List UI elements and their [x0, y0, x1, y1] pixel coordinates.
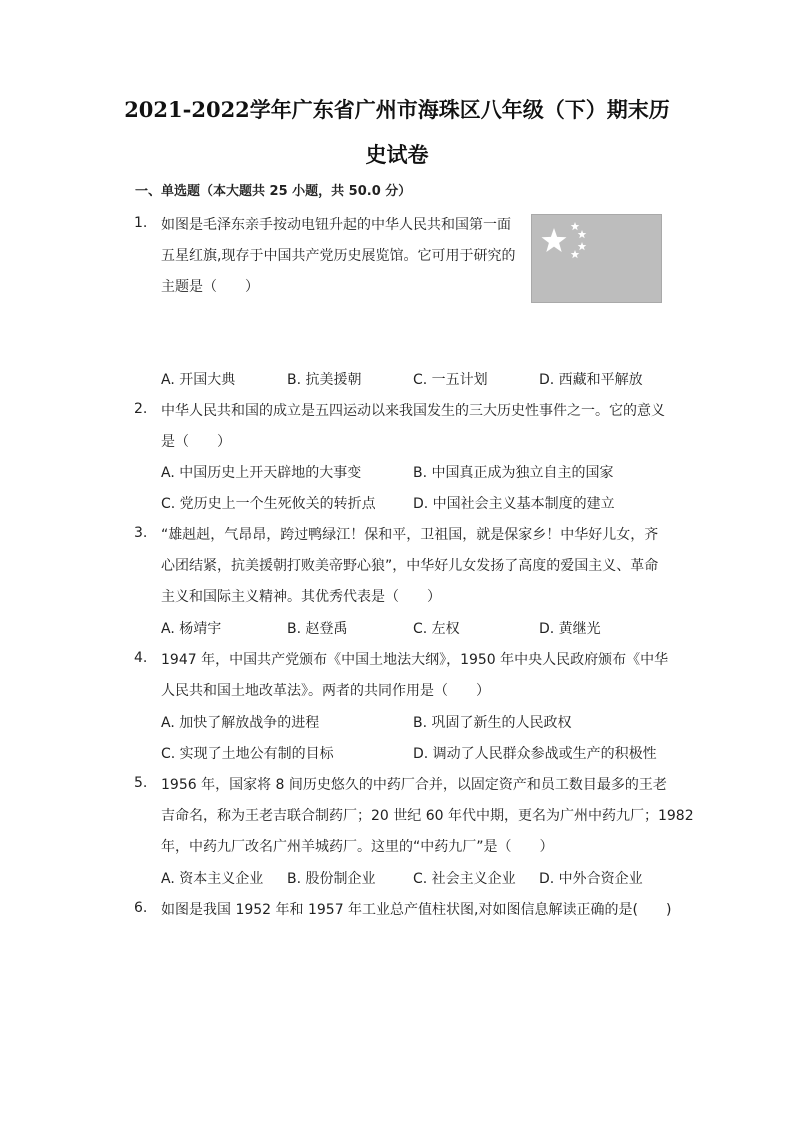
question-text-line: 五星红旗,现存于中国共产党历史展览馆。它可用于研究的 [161, 248, 516, 264]
option-b[interactable]: B. 抗美援朝 [287, 372, 362, 388]
option-c[interactable]: C. 社会主义企业 [413, 871, 516, 887]
option-d[interactable]: D. 黄继光 [539, 621, 601, 637]
question-number: 3. [134, 525, 148, 541]
question-text-line: 年，中药九厂改名广州羊城药厂。这里的“中药九厂”是（ ） [161, 839, 554, 855]
question-text-line: “雄赳赳，气昂昂，跨过鸭绿江！保和平，卫祖国，就是保家乡！中华好儿女，齐 [161, 527, 659, 543]
question-text-line: 心团结紧，抗美援朝打败美帝野心狼”，中华好儿女发扬了高度的爱国主义、革命 [161, 558, 659, 574]
question-text-line: 吉命名，称为王老吉联合制药厂；20 世纪 60 年代中期，更名为广州中药九厂；1982 [161, 808, 694, 824]
five-star-red-flag-icon [531, 214, 662, 303]
option-a[interactable]: A. 中国历史上开天辟地的大事变 [161, 465, 362, 481]
option-a[interactable]: A. 开国大典 [161, 372, 236, 388]
question-number: 5. [134, 775, 148, 791]
question-text-line: 中华人民共和国的成立是五四运动以来我国发生的三大历史性事件之一。它的意义 [161, 403, 665, 419]
option-d[interactable]: D. 中国社会主义基本制度的建立 [413, 496, 615, 512]
question-number: 2. [134, 401, 148, 417]
option-d[interactable]: D. 西藏和平解放 [539, 372, 643, 388]
option-d[interactable]: D. 调动了人民群众参战或生产的积极性 [413, 746, 657, 762]
option-a[interactable]: A. 加快了解放战争的进程 [161, 715, 320, 731]
exam-title-line-2: 史试卷 [365, 142, 429, 167]
question-number: 6. [134, 900, 148, 916]
option-a[interactable]: A. 杨靖宇 [161, 621, 222, 637]
option-b[interactable]: B. 股份制企业 [287, 871, 376, 887]
option-c[interactable]: C. 党历史上一个生死攸关的转折点 [161, 496, 376, 512]
option-b[interactable]: B. 巩固了新生的人民政权 [413, 715, 572, 731]
section-heading: 一、单选题（本大题共 25 小题，共 50.0 分） [135, 184, 412, 199]
option-c[interactable]: C. 实现了土地公有制的目标 [161, 746, 334, 762]
exam-title-line-1: 2021-2022学年广东省广州市海珠区八年级（下）期末历 [124, 97, 670, 122]
question-text-line: 1956 年，国家将 8 间历史悠久的中药厂合并，以固定资产和员工数目最多的王老 [161, 777, 667, 793]
option-b[interactable]: B. 中国真正成为独立自主的国家 [413, 465, 614, 481]
question-number: 4. [134, 650, 148, 666]
option-c[interactable]: C. 一五计划 [413, 372, 488, 388]
option-a[interactable]: A. 资本主义企业 [161, 871, 264, 887]
question-text-line: 主题是（ ） [161, 279, 259, 295]
question-text-line: 人民共和国土地改革法》。两者的共同作用是（ ） [161, 683, 490, 699]
question-text-line: 是（ ） [161, 434, 231, 450]
option-d[interactable]: D. 中外合资企业 [539, 871, 643, 887]
option-b[interactable]: B. 赵登禹 [287, 621, 348, 637]
question-text-line: 1947 年，中国共产党颁布《中国土地法大纲》，1950 年中央人民政府颁布《中华 [161, 652, 669, 668]
question-text-line: 主义和国际主义精神。其优秀代表是（ ） [161, 589, 441, 605]
question-text-line: 如图是毛泽东亲手按动电钮升起的中华人民共和国第一面 [161, 217, 511, 233]
question-text-line: 如图是我国 1952 年和 1957 年工业总产值柱状图,对如图信息解读正确的是( ) [161, 902, 672, 918]
question-number: 1. [134, 215, 148, 231]
option-c[interactable]: C. 左权 [413, 621, 460, 637]
